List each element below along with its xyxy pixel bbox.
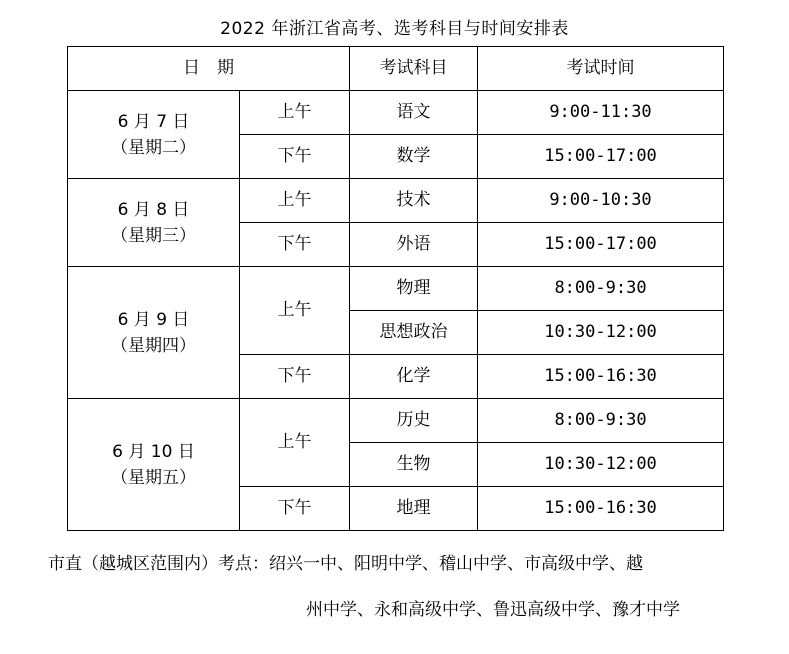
time-cell: 8:00-9:30 (478, 399, 724, 443)
date-cell (68, 91, 240, 179)
subject-cell: 思想政治 (350, 311, 478, 355)
date-label: 6 月 7 日 (117, 111, 190, 132)
table-row (68, 91, 724, 135)
date-label: 6 月 9 日 (117, 309, 190, 330)
weekday-label: （星期二） (111, 137, 196, 158)
date-cell (68, 399, 240, 531)
table-row (68, 267, 724, 311)
subject-cell: 语文 (350, 91, 478, 135)
session-am: 上午 (240, 267, 350, 355)
time-cell: 15:00-16:30 (478, 355, 724, 399)
session-am: 上午 (240, 179, 350, 223)
subject-cell: 化学 (350, 355, 478, 399)
subject-cell: 技术 (350, 179, 478, 223)
table-row (68, 399, 724, 443)
time-cell: 10:30-12:00 (478, 443, 724, 487)
session-am: 上午 (240, 399, 350, 487)
subject-cell: 数学 (350, 135, 478, 179)
time-cell: 15:00-16:30 (478, 487, 724, 531)
exam-schedule-table (67, 46, 724, 531)
date-cell (68, 179, 240, 267)
session-pm: 下午 (240, 223, 350, 267)
subject-cell: 物理 (350, 267, 478, 311)
weekday-label: （星期四） (111, 335, 196, 356)
exam-sites-note-line2: 州中学、永和高级中学、鲁迅高级中学、豫才中学 (306, 600, 680, 620)
date-label: 6 月 8 日 (117, 199, 190, 220)
subject-cell: 外语 (350, 223, 478, 267)
header-date: 日 期 (68, 47, 350, 91)
subject-cell: 生物 (350, 443, 478, 487)
time-cell: 15:00-17:00 (478, 135, 724, 179)
table-header-row (68, 47, 724, 91)
session-pm: 下午 (240, 355, 350, 399)
table-row (68, 179, 724, 223)
session-pm: 下午 (240, 135, 350, 179)
time-cell: 8:00-9:30 (478, 267, 724, 311)
page-title: 2022 年浙江省高考、选考科目与时间安排表 (220, 19, 569, 39)
header-subject: 考试科目 (350, 47, 478, 91)
weekday-label: （星期五） (111, 467, 196, 488)
exam-sites-note-line1: 市直（越城区范围内）考点：绍兴一中、阳明中学、稽山中学、市高级中学、越 (48, 554, 643, 574)
header-time: 考试时间 (478, 47, 724, 91)
subject-cell: 历史 (350, 399, 478, 443)
date-cell (68, 267, 240, 399)
time-cell: 9:00-11:30 (478, 91, 724, 135)
time-cell: 10:30-12:00 (478, 311, 724, 355)
time-cell: 9:00-10:30 (478, 179, 724, 223)
session-am: 上午 (240, 91, 350, 135)
session-pm: 下午 (240, 487, 350, 531)
date-label: 6 月 10 日 (112, 441, 195, 462)
subject-cell: 地理 (350, 487, 478, 531)
time-cell: 15:00-17:00 (478, 223, 724, 267)
weekday-label: （星期三） (111, 225, 196, 246)
